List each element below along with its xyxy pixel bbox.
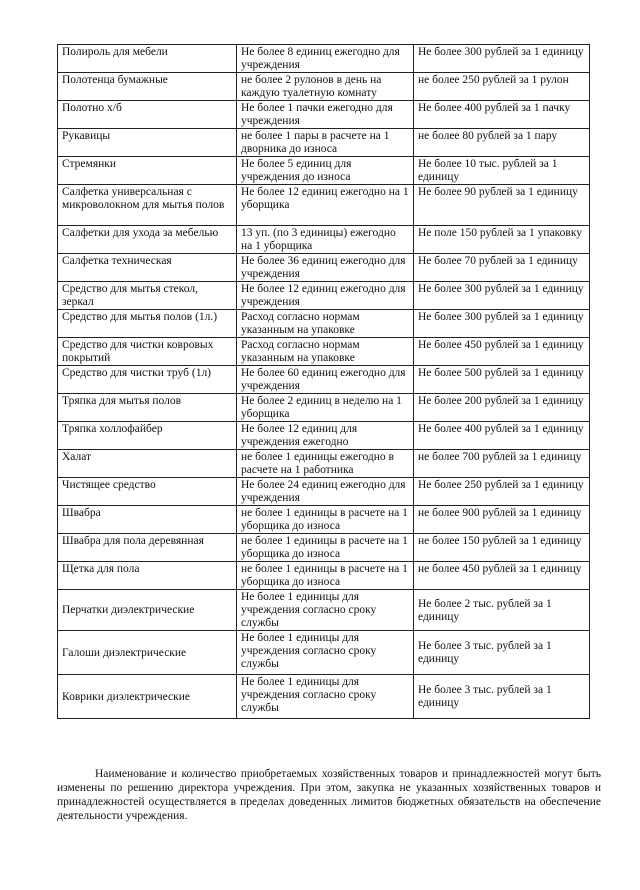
price-cell: Не более 400 рублей за 1 пачку xyxy=(414,101,590,129)
table-row xyxy=(58,310,590,338)
item-name-cell: Средство для чистки труб (1л) xyxy=(58,366,237,394)
table-row xyxy=(58,590,590,631)
table-row xyxy=(58,562,590,590)
table-body xyxy=(58,45,590,719)
norm-cell: Не более 12 единиц для учреждения ежегодно xyxy=(237,422,414,450)
table-row xyxy=(58,185,590,226)
norm-cell: не более 1 единицы в расчете на 1 уборщика до износа xyxy=(237,506,414,534)
price-cell: Не более 300 рублей за 1 единицу xyxy=(414,45,590,73)
item-name-cell: Щетка для пола xyxy=(58,562,237,590)
price-cell: Не более 3 тыс. рублей за 1 единицу xyxy=(414,675,590,719)
table-row xyxy=(58,394,590,422)
norm-cell: 13 уп. (по 3 единицы) ежегодно на 1 уборщика xyxy=(237,226,414,254)
table-row xyxy=(58,338,590,366)
price-cell: не более 450 рублей за 1 единицу xyxy=(414,562,590,590)
table-row xyxy=(58,422,590,450)
item-name-cell: Стремянки xyxy=(58,157,237,185)
item-name-cell: Перчатки диэлектрические xyxy=(58,590,237,631)
price-cell: не более 80 рублей за 1 пару xyxy=(414,129,590,157)
price-cell: не более 250 рублей за 1 рулон xyxy=(414,73,590,101)
item-name-cell: Чистящее средство xyxy=(58,478,237,506)
table-row xyxy=(58,226,590,254)
table-row xyxy=(58,129,590,157)
table-row xyxy=(58,675,590,719)
price-cell: не более 900 рублей за 1 единицу xyxy=(414,506,590,534)
item-name-cell: Тряпка для мытья полов xyxy=(58,394,237,422)
norm-cell: Не более 1 единицы для учреждения согласно сроку службы xyxy=(237,631,414,675)
table-row xyxy=(58,450,590,478)
price-cell: Не более 10 тыс. рублей за 1 единицу xyxy=(414,157,590,185)
item-name-cell: Средство для мытья стекол, зеркал xyxy=(58,282,237,310)
item-name-cell: Тряпка холлофайбер xyxy=(58,422,237,450)
price-cell: не более 700 рублей за 1 единицу xyxy=(414,450,590,478)
norm-cell: Расход согласно нормам указанным на упаковке xyxy=(237,338,414,366)
item-name-cell: Полотно х/б xyxy=(58,101,237,129)
price-cell: Не поле 150 рублей за 1 упаковку xyxy=(414,226,590,254)
norm-cell: Не более 1 единицы для учреждения согласно сроку службы xyxy=(237,675,414,719)
table-row xyxy=(58,366,590,394)
table-row xyxy=(58,534,590,562)
item-name-cell: Полироль для мебели xyxy=(58,45,237,73)
price-cell: Не более 90 рублей за 1 единицу xyxy=(414,185,590,226)
norm-cell: Не более 2 единиц в неделю на 1 уборщика xyxy=(237,394,414,422)
norm-cell: Не более 12 единиц ежегодно для учреждения xyxy=(237,282,414,310)
item-name-cell: Салфетка техническая xyxy=(58,254,237,282)
item-name-cell: Галоши диэлектрические xyxy=(58,631,237,675)
norm-cell: не более 1 единицы в расчете на 1 уборщика до износа xyxy=(237,534,414,562)
price-cell: Не более 2 тыс. рублей за 1 единицу xyxy=(414,590,590,631)
norm-cell: Не более 1 единицы для учреждения согласно сроку службы xyxy=(237,590,414,631)
norm-cell: Не более 1 пачки ежегодно для учреждения xyxy=(237,101,414,129)
table-row xyxy=(58,45,590,73)
price-cell: Не более 300 рублей за 1 единицу xyxy=(414,282,590,310)
price-cell: Не более 250 рублей за 1 единицу xyxy=(414,478,590,506)
norm-cell: Расход согласно нормам указанным на упаковке xyxy=(237,310,414,338)
price-cell: Не более 400 рублей за 1 единицу xyxy=(414,422,590,450)
item-name-cell: Салфетки для ухода за мебелью xyxy=(58,226,237,254)
footer-paragraph: Наименование и количество приобретаемых хозяйственных товаров и принадлежностей могут быть изменены по решению директора учреждения. При этом, закупка не указанных хозяйственных товаров и принадлежностей осуществляется в пределах доведенных лимитов бюджетных обязательств на обеспечение деятельности учреждения. xyxy=(57,768,601,822)
item-name-cell: Халат xyxy=(58,450,237,478)
price-cell: Не более 450 рублей за 1 единицу xyxy=(414,338,590,366)
price-cell: Не более 200 рублей за 1 единицу xyxy=(414,394,590,422)
item-name-cell: Средство для мытья полов (1л.) xyxy=(58,310,237,338)
table-row xyxy=(58,157,590,185)
norm-cell: Не более 24 единиц ежегодно для учреждения xyxy=(237,478,414,506)
norm-cell: не более 1 единицы ежегодно в расчете на 1 работника xyxy=(237,450,414,478)
norm-cell: Не более 5 единиц для учреждения до износа xyxy=(237,157,414,185)
supplies-norms-table xyxy=(57,44,590,719)
item-name-cell: Швабра xyxy=(58,506,237,534)
norm-cell: не более 2 рулонов в день на каждую туалетную комнату xyxy=(237,73,414,101)
item-name-cell: Рукавицы xyxy=(58,129,237,157)
table-row xyxy=(58,478,590,506)
price-cell: Не более 70 рублей за 1 единицу xyxy=(414,254,590,282)
table-row xyxy=(58,631,590,675)
norm-cell: Не более 8 единиц ежегодно для учреждения xyxy=(237,45,414,73)
norm-cell: Не более 36 единиц ежегодно для учреждения xyxy=(237,254,414,282)
footer-note xyxy=(57,767,601,823)
norm-cell: не более 1 пары в расчете на 1 дворника до износа xyxy=(237,129,414,157)
table-row xyxy=(58,282,590,310)
item-name-cell: Швабра для пола деревянная xyxy=(58,534,237,562)
norm-cell: Не более 60 единиц ежегодно для учреждения xyxy=(237,366,414,394)
table-row xyxy=(58,254,590,282)
norm-cell: не более 1 единицы в расчете на 1 уборщика до износа xyxy=(237,562,414,590)
table-row xyxy=(58,506,590,534)
price-cell: Не более 500 рублей за 1 единицу xyxy=(414,366,590,394)
table-row xyxy=(58,101,590,129)
item-name-cell: Коврики диэлектрические xyxy=(58,675,237,719)
norm-cell: Не более 12 единиц ежегодно на 1 уборщика xyxy=(237,185,414,226)
price-cell: Не более 300 рублей за 1 единицу xyxy=(414,310,590,338)
item-name-cell: Полотенца бумажные xyxy=(58,73,237,101)
price-cell: Не более 3 тыс. рублей за 1 единицу xyxy=(414,631,590,675)
table-row xyxy=(58,73,590,101)
item-name-cell: Салфетка универсальная с микроволокном для мытья полов xyxy=(58,185,237,226)
price-cell: не более 150 рублей за 1 единицу xyxy=(414,534,590,562)
item-name-cell: Средство для чистки ковровых покрытий xyxy=(58,338,237,366)
